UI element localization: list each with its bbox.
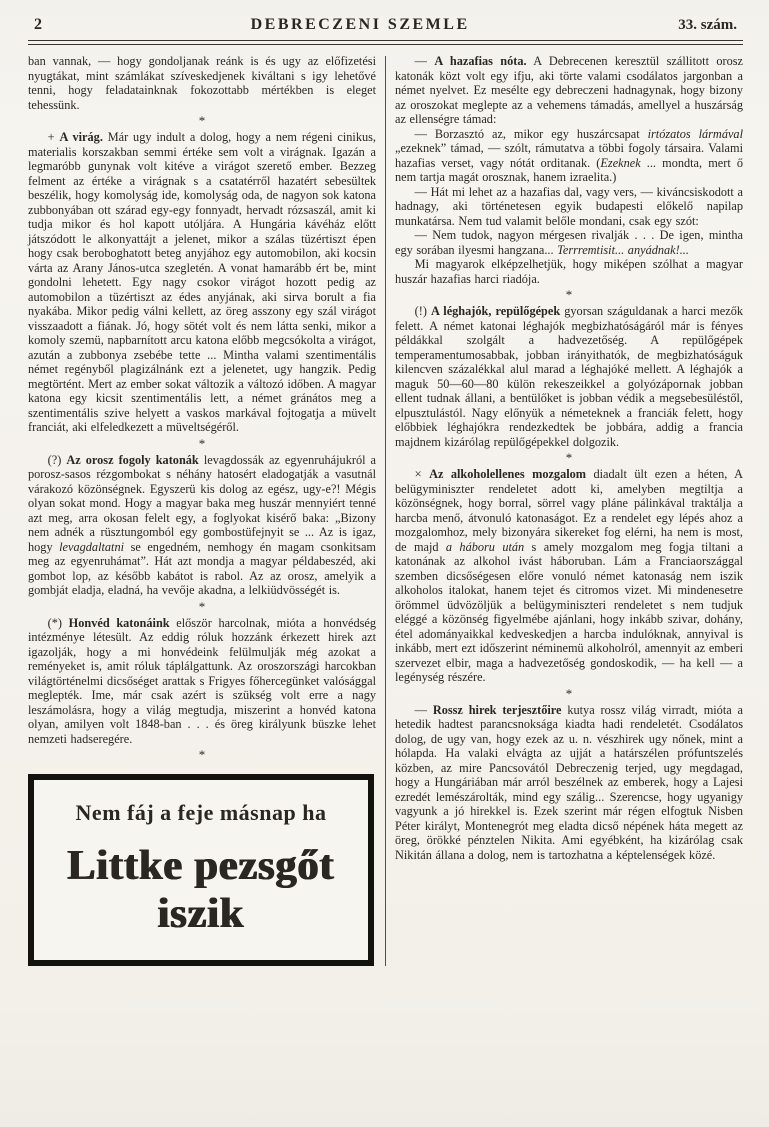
- body-text: „ezeknek” támad, — szólt, rámutatva a többi fogoly társaira. Valami hazafias verset, vagy nótát orditanak. (: [395, 141, 743, 170]
- left-column-text: [28, 54, 376, 762]
- body-text: ×: [414, 467, 430, 481]
- body-text: se engedném, nemhogy én magam csonkitsam meg az egyenruhámat”. Hát azt mondja a magyar példabeszéd, aki gombot lop, az később kabátot is rabol. Az az orosz, amelyik a gombját eladja, eladná, ha vevője akadna, a lelkiüdvösségét is.: [28, 539, 376, 597]
- paragraph: [395, 54, 743, 127]
- body-text: levagdossák az egyenruhájukról a porosz-sasos rézgombokat s néhány hatosért eladogatják a vasutnál várakozó közönségnek. Egyszerü kis dolog az egész, ugy-e?! Mégis olyan sokat mond. Hogy a magyar baka meg huszár mennyiért tenné azt meg, arra okosan felelt egy, a foglyokat kisérő baka: „Bizony nem adnék a rüsztungomból egy gombostüfejnyit se ... Az is igaz, hogy: [28, 452, 377, 554]
- ad-headline: Nem fáj a feje másnap ha: [75, 800, 327, 825]
- lead-in-text: Az orosz fogoly katonák: [66, 452, 199, 467]
- body-text: Már ugy indult a dolog, hogy a nem régeni cinikus, materialis korszakban semmi értéke sem volt a virágnak. Igazán a legmaróbb gunynak volt kitéve a virágot szerető ember. Bezzeg felment az értéke a virágnak s a csatatérről hazatért sebesültek beszélik, hogy komolyság ide, komolyság oda, de nagyon sok katona zubbonyában ott szárad egy-egy fonnyadt, hervadt rózsaszál, amit ki tudja mikor és hol kapott utóljára. A Hungária kávéház előtt játszódott le alkonyattájt a jelenet, mikor a szálas tüzértiszt épen hogy csak beroboghatott beteg anyjához egy automobilon, aki kocsin várta az Arany János-utca szegletén. A vonat hamarább ért be, mint gondolni lehetett. Egy nagy csokor virágot hozott pedig az automobilon a tüzértiszt az édes anyjának, aki sirva borult a fia nyakába. Mikor pedig válni kellett, az öreg asszony egy szál virágot visszaadott a fiának. Jó, hogy sötét volt és nem látta senki, mikor a komoly szemü, napbarnított arcu katona előbb megcsókolta a virágot, azután a zubbonya zsebébe tette ... Mintha valami szentimentális német regényből plagizálnánk ezt a jelenetet, ugy hangzik. Pedig megtörtént. Mert az ember sokat változik a változó időben. A magyar katona egy kicsit szentimentális lett, a német gránátos meg a szentimentális szive helyett a vaskos markával fojtogatja a müvelt franciát, aki elfeledkezett a müveltségéről.: [28, 130, 376, 434]
- paragraph: [395, 467, 743, 685]
- lead-in-text: A léghajók, repülőgépek: [431, 304, 561, 318]
- body-text: — Borzasztó az, mikor egy huszárcsapat: [414, 126, 648, 141]
- emphasized-text: Ezeknek: [600, 155, 641, 170]
- section-separator: *: [198, 598, 206, 614]
- body-text: diadalt ült ezen a héten, A belügyminiszter rendeletet adott ki, amelyben megtiltja a közönségnek, hogy borral, sörrel vagy pláne pálinkával traktálja a harcba menő, átvonuló katonaságot. Ez a rendelet egy lépés ahoz a mozgalomhoz, mely bizonyára sikereket fog elérni, ha nem is most, de majd: [395, 467, 744, 554]
- body-text: — Hát mi lehet az a hazafias dal, vagy vers, — kiváncsiskodott a hadnagy, aki történetesen egyik budapesti előkelő napilap munkatársa. Nem tud valamit belőle mondani, csak egy szót:: [395, 184, 743, 228]
- section-separator: *: [565, 287, 573, 302]
- lead-in-text: A virág.: [59, 130, 103, 144]
- lead-in-text: Honvéd katonáink: [68, 615, 170, 630]
- paragraph: [395, 257, 743, 286]
- lead-in-text: Az alkoholellenes mozgalom: [429, 467, 587, 481]
- paragraph: [395, 228, 743, 257]
- right-column-text: [395, 54, 743, 862]
- body-text: először harcolnak, mióta a honvédség intézménye létesült. Az eddig róluk hozzánk érkezett hirek azt igazolják, hogy a mi honvédeink felülmulják még azokat a reményeket is, amit róluk táplálgattunk. Az oroszországi harcokban világtörténelmi dicsőséget arattak s Frigyes főhercegünket valósággal meglepték. Ime, már csak azért is szükség volt erre a nagy leszámolásra, hogy a világ megtudja, miszerint a honvéd katona olyan, amilyen volt 1848-ban . . . és öreg királyunk büszke lehet nemzeti hadseregére.: [28, 615, 376, 746]
- emphasized-text: a háboru után: [445, 539, 525, 554]
- paragraph: [395, 185, 743, 229]
- body-text: —: [414, 702, 433, 717]
- paragraph: [395, 304, 743, 449]
- paragraph: [28, 54, 376, 112]
- emphasized-text: irtózatos lármával: [647, 126, 743, 141]
- ad-brand-line: Littke pezsgőt iszik: [67, 843, 335, 937]
- body-text: ban vannak, — hogy gondoljanak reánk is és ugy az előfizetési nyugtákat, mint számlákat szíveskedjenek kiváltani s igy lehetővé tenni, hogy feladatainknak fokozottabb mértékben is eleget tehessünk.: [28, 54, 376, 112]
- body-text: s amely mozgalom meg fogja tiltani a katonának az alkohol ivást háboruban. Lám a Franciaországgal szemben dicsőségesen előre vonuló német katonaság nem iszik alkoholos italokat, hanem tejet és citromos vizet. Mi mindenesetre örömmel üdvözöljük a belügyminiszteri rendeletet s nem tudjuk eléggé a közönség figyelmébe ajánlani, hogy inkább szivar, dohány, étel adományaikkal kedveskedjen a harcba indulóknak, annyival is inkább, mert ezt időszerint néminemü alkoholról, amennyit az emberi szervezet elbir, maga a hadvezetőség gondoskodik, — ha kell — a legénység részére.: [395, 539, 744, 684]
- body-text: —: [414, 54, 435, 68]
- body-text: +: [47, 130, 60, 144]
- page-number: 2: [34, 16, 42, 33]
- column-divider: [385, 56, 386, 966]
- section-separator: *: [198, 747, 206, 762]
- body-text: Mi magyarok elképzelhetjük, hogy miképen szólhat a magyar huszár hazafias harci riadója.: [395, 257, 743, 286]
- body-text: A Debrecenen keresztül szállitott orosz katonák közt volt egy ifju, aki törte valami csodálatos jargonban a német nyelvet. Ez mesélte egy debreczeni hadnagynak, hogy bizony az oroszokat meglepte az a vehemens támadás, amellyel a huszárság az ellenségre támad:: [395, 54, 743, 126]
- emphasized-text: levagdaltatni: [59, 539, 125, 554]
- body-text: — Nem tudok, nagyon mérgesen rivalják . . . De igen, mintha egy sorában ilyesmi hangzana...: [395, 228, 743, 257]
- champagne-ad: [28, 774, 374, 966]
- lead-in-text: A hazafias nóta.: [434, 54, 527, 68]
- body-text: (*): [47, 615, 69, 630]
- section-separator: *: [565, 685, 573, 701]
- section-separator: *: [198, 113, 206, 128]
- issue-number: 33. szám.: [678, 17, 737, 33]
- emphasized-text: Terrremtisit... anyádnak!...: [557, 242, 689, 257]
- right-column: [395, 54, 743, 966]
- page-header: [28, 12, 743, 40]
- paragraph: [395, 703, 743, 863]
- masthead-rule: [28, 40, 743, 45]
- left-column: [28, 54, 376, 966]
- paragraph: [28, 616, 376, 747]
- body-text: kutya rossz világ virradt, mióta a hetedik hadtest parancsnoksága kiadta hadi rendeletét. Csodálatos dolog, de ugy van, hogy ezek az u. n. vészhirek ugy nőnek, mint a hólapda. Ha valaki elvágta az ujját a határszélen prófuntszelés közben, az mire Pancsovától Debreczenig terjed, ugy megdagad, hogy a Hungáriában már arról beszélnek az emberek, hogy a Lajesi ezredét lemészárolták, mind egy szálig... Szerencse, hogy ugyanigy vagyunk a jó hirekkel is. Ezek szerint már régen elfogtuk Nisben Péter királyt, Montenegrót meg eladta dicső népének háta megett az öreg, örökké pénztelen Nikita. Ami egyébként, ha kizárólag csak Nikitán állana a dolog, nem is tartozhatna a képtelenségek közé.: [395, 702, 744, 862]
- paragraph: [28, 453, 376, 598]
- body-text: gyorsan száguldanak a harci mezők felett. A német katonai léghajók megbizhatóságáról már is fényes példákkal szolgált a hadvezetőség. A repülőgépek temperamentumosabbak, jobban irányithatók, de megbizhatóságuk kilencven százalékkal alul marad a léghajóké mellett. A léghajók a maguk 50—60—80 külön rekeszeikkel a golyózápornak jobban ellent tudnak állani, a bentülőket is jobban védik a megsebesüléstől, elpusztulástól. Nagy előnyük a németeknek a franciák felett, hogy előbbiek léghajókra rendezkedtek be jobbára, addig a francia majdnem kizárólag repülőgépekkel dolgozik.: [395, 304, 743, 449]
- body-text: (?): [47, 452, 67, 467]
- body-text: ... mondta, mert ő nem tartja magát orosznak, hanem izraelita.): [395, 155, 743, 184]
- paragraph: [395, 127, 743, 185]
- newspaper-title: DEBRECZENI SZEMLE: [250, 16, 470, 33]
- lead-in-text: Rossz hirek terjesztőire: [432, 702, 562, 717]
- text-columns: [28, 54, 743, 966]
- section-separator: *: [198, 435, 206, 451]
- body-text: (!): [414, 304, 432, 318]
- section-separator: *: [565, 450, 573, 465]
- paragraph: [28, 130, 376, 435]
